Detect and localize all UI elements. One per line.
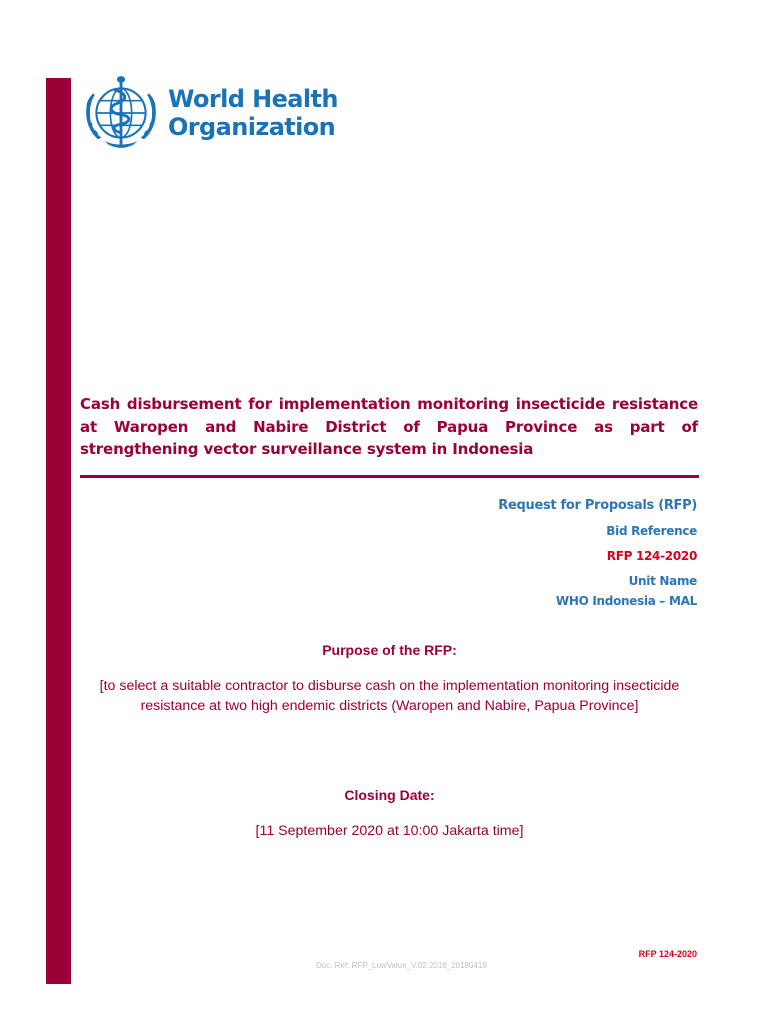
unit-name-label: Unit Name	[628, 574, 697, 588]
purpose-heading: Purpose of the RFP:	[322, 642, 457, 658]
bid-reference-value: RFP 124-2020	[606, 549, 697, 563]
bid-reference-label: Bid Reference	[606, 524, 697, 538]
purpose-text: [to select a suitable contractor to disburse cash on the implementation monitoring insecticide resistance at two high endemic districts (Waropen and Nabire, Papua Province]	[99, 678, 680, 714]
footer-rfp-reference: RFP 124-2020	[638, 949, 697, 959]
logo-line-2: Organization	[168, 112, 336, 141]
title-divider	[80, 475, 699, 478]
unit-name-value: WHO Indonesia – MAL	[555, 594, 697, 608]
request-type: Request for Proposals (RFP)	[498, 498, 697, 513]
who-emblem-icon	[80, 72, 162, 154]
rfp-meta-block	[498, 496, 697, 611]
footer-doc-reference: Doc. Ref: RFP_LowValue_V.02.2018_20180419	[316, 961, 487, 970]
document-title: Cash disbursement for implementation monitoring insecticide resistance at Waropen and Nabire District of Papua Province as part of strengthening vector surveillance system in Indonesia	[80, 395, 698, 458]
who-logo	[80, 70, 340, 155]
side-accent-bar	[46, 78, 71, 984]
who-logo-wordmark	[168, 85, 338, 141]
closing-date-heading: Closing Date:	[344, 787, 435, 803]
closing-date-value: [11 September 2020 at 10:00 Jakarta time]	[255, 823, 524, 839]
logo-line-1: World Health	[168, 84, 338, 113]
